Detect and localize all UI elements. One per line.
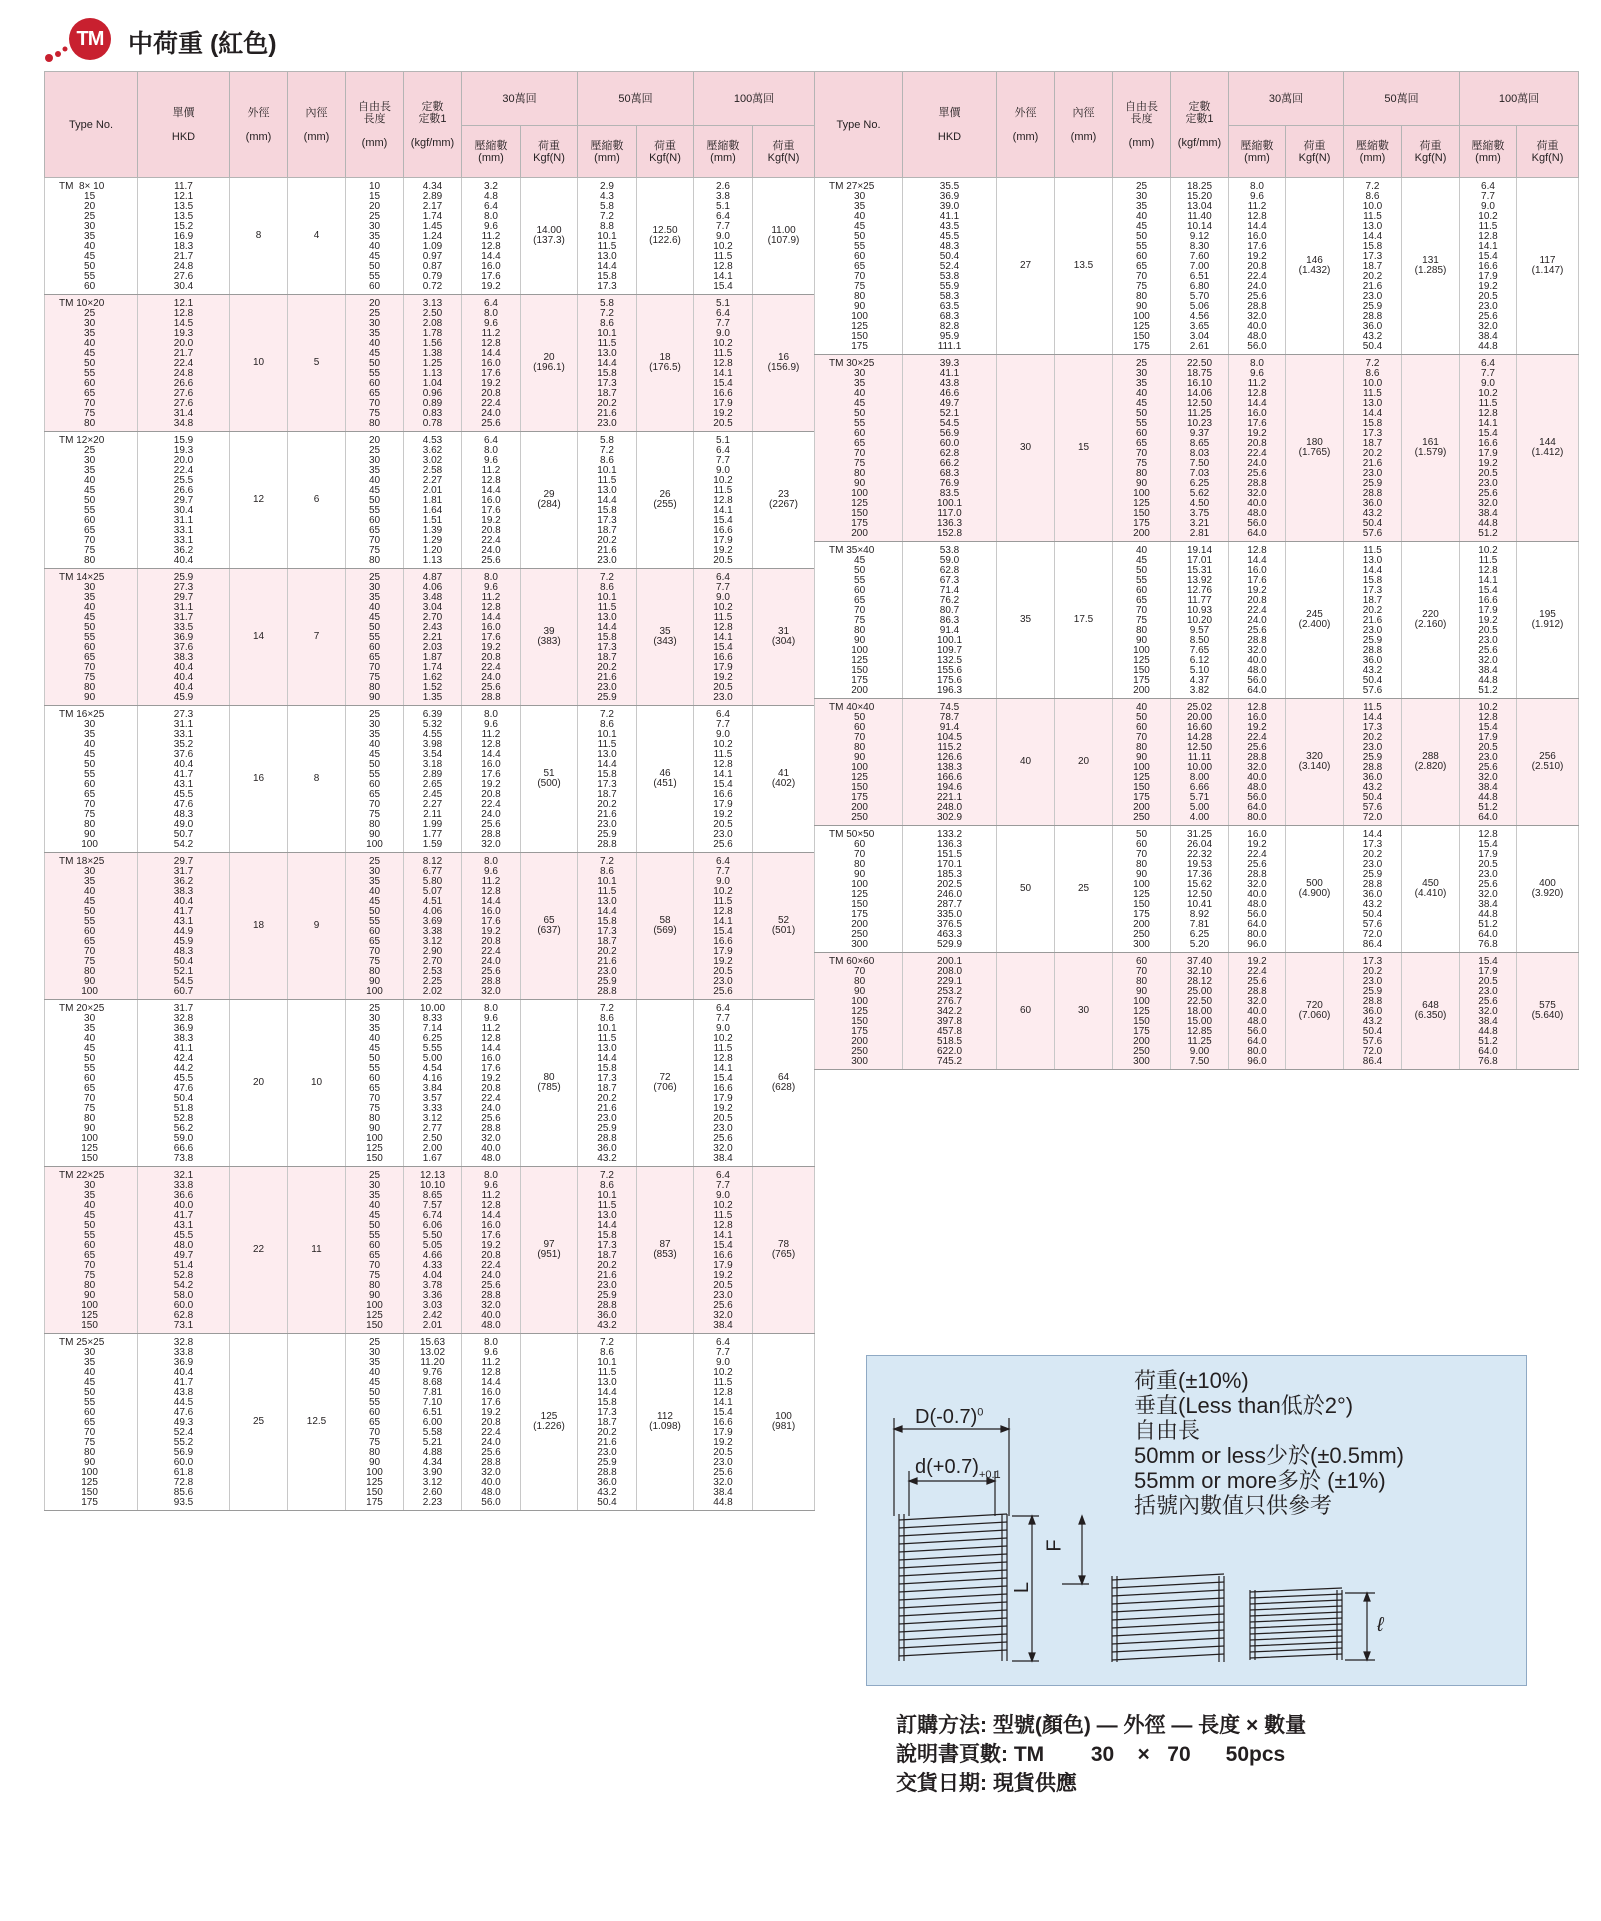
od-cell: 10 [230, 295, 288, 432]
compression-100-cell: 6.4 7.7 9.0 10.2 11.5 12.8 14.1 15.4 16.6 17.9 19.2 20.5 23.0 25.6 32.0 38.4 44.8 [1460, 178, 1517, 355]
id-cell: 8 [288, 706, 346, 853]
price-cell: 29.7 31.7 36.2 38.3 40.4 41.7 43.1 44.9 45.9 48.3 50.4 52.1 54.5 60.7 [138, 853, 230, 1000]
note-load-tolerance: 荷重(±10%) [1134, 1368, 1249, 1393]
load-50-cell: 58 (569) [637, 853, 694, 1000]
compression-50-cell: 14.4 17.3 20.2 23.0 25.9 28.8 36.0 43.2 50.4 57.6 72.0 86.4 [1344, 826, 1402, 953]
constant-cell: 6.39 5.32 4.55 3.98 3.54 3.18 2.89 2.65 2.45 2.27 2.11 1.99 1.77 1.59 [404, 706, 462, 853]
tm-logo-badge: TM [69, 18, 111, 60]
id-cell: 11 [288, 1167, 346, 1334]
order-info [896, 1711, 1306, 1798]
table-row [45, 432, 815, 569]
free-length-cell: 25 30 35 40 45 50 55 60 65 70 75 80 90 100 125 150 175 [346, 1334, 404, 1511]
free-length-cell: 50 60 70 80 90 100 125 150 175 200 250 300 [1113, 826, 1171, 953]
load-30-cell: 29 (284) [521, 432, 578, 569]
type-cell: TM 18×25 30 35 40 45 50 55 60 65 70 75 80 90 100 [45, 853, 138, 1000]
constant-cell: 25.02 20.00 16.60 14.28 12.50 11.11 10.00 8.00 6.66 5.71 5.00 4.00 [1171, 699, 1229, 826]
price-cell: 11.7 12.1 13.5 13.5 15.2 16.9 18.3 21.7 24.8 27.6 30.4 [138, 178, 230, 295]
type-cell: TM 16×25 30 35 40 45 50 55 60 65 70 75 80 90 100 [45, 706, 138, 853]
compression-30-cell: 6.4 8.0 9.6 11.2 12.8 14.4 16.0 17.6 19.2 20.8 22.4 24.0 25.6 [462, 295, 521, 432]
constant-cell: 10.00 8.33 7.14 6.25 5.55 5.00 4.54 4.16 3.84 3.57 3.33 3.12 2.77 2.50 2.00 1.67 [404, 1000, 462, 1167]
load-100-cell: 78 (765) [753, 1167, 815, 1334]
id-cell: 13.5 [1055, 178, 1113, 355]
load-100-cell: 31 (304) [753, 569, 815, 706]
id-cell: 17.5 [1055, 542, 1113, 699]
id-cell: 4 [288, 178, 346, 295]
price-cell: 53.8 59.0 62.8 67.3 71.4 76.2 80.7 86.3 91.4 100.1 109.7 132.5 155.6 175.6 196.3 [903, 542, 997, 699]
load-50-cell: 26 (255) [637, 432, 694, 569]
price-cell: 15.9 19.3 20.0 22.4 25.5 26.6 29.7 30.4 31.1 33.1 33.1 36.2 40.4 [138, 432, 230, 569]
decorative-dots [0, 0, 80, 70]
compression-100-cell: 6.4 7.7 9.0 10.2 11.5 12.8 14.1 15.4 16.6 17.9 19.2 20.5 23.0 25.6 [694, 706, 753, 853]
table-row [815, 178, 1579, 355]
load-30-cell: 500 (4.900) [1286, 826, 1344, 953]
compression-30-cell: 8.0 9.6 11.2 12.8 14.4 16.0 17.6 19.2 20.8 22.4 24.0 25.6 28.8 32.0 [462, 853, 521, 1000]
header-type-no: Type No. [45, 72, 138, 178]
compression-100-cell: 5.1 6.4 7.7 9.0 10.2 11.5 12.8 14.1 15.4 16.6 17.9 19.2 20.5 [694, 432, 753, 569]
compression-100-cell: 6.4 7.7 9.0 10.2 11.5 12.8 14.1 15.4 16.6 17.9 19.2 20.5 23.0 25.6 32.0 38.4 [694, 1000, 753, 1167]
type-cell: TM 60×60 70 80 90 100 125 150 175 200 250 300 [815, 953, 903, 1070]
table-row [815, 542, 1579, 699]
header-compression: 壓縮數 (mm) [694, 126, 753, 178]
header-free-length: 自由長 長度 (mm) [346, 72, 404, 178]
header-load: 荷重 Kgf(N) [1402, 126, 1460, 178]
free-length-cell: 20 25 30 35 40 45 50 55 60 65 70 75 80 [346, 295, 404, 432]
spec-table-left [44, 71, 815, 1511]
od-cell: 18 [230, 853, 288, 1000]
header-constant: 定數 定數1 (kgf/mm) [404, 72, 462, 178]
note-free-length-long: 55mm or more多於 (±1%) [1134, 1468, 1386, 1493]
price-cell: 35.5 36.9 39.0 41.1 43.5 45.5 48.3 50.4 52.4 53.8 55.9 58.3 63.5 68.3 82.8 95.9 111.1 [903, 178, 997, 355]
type-cell: TM 22×25 30 35 40 45 50 55 60 65 70 75 80 90 100 125 150 [45, 1167, 138, 1334]
compression-50-cell: 7.2 8.6 10.1 11.5 13.0 14.4 15.8 17.3 18.7 20.2 21.6 23.0 25.9 28.8 36.0 43.2 [578, 1000, 637, 1167]
header-load: 荷重 Kgf(N) [637, 126, 694, 178]
compression-100-cell: 12.8 15.4 17.9 20.5 23.0 25.6 32.0 38.4 44.8 51.2 64.0 76.8 [1460, 826, 1517, 953]
type-cell: TM 40×40 50 60 70 80 90 100 125 150 175 200 250 [815, 699, 903, 826]
price-cell: 32.1 33.8 36.6 40.0 41.7 43.1 45.5 48.0 49.7 51.4 52.8 54.2 58.0 60.0 62.8 73.1 [138, 1167, 230, 1334]
price-cell: 31.7 32.8 36.9 38.3 41.1 42.4 44.2 45.5 47.6 50.4 51.8 52.8 56.2 59.0 66.6 73.8 [138, 1000, 230, 1167]
type-cell: TM 27×25 30 35 40 45 50 55 60 65 70 75 80 90 100 125 150 175 [815, 178, 903, 355]
l-label: L [1011, 1581, 1034, 1594]
header-compression: 壓縮數 (mm) [1229, 126, 1286, 178]
od-cell: 35 [997, 542, 1055, 699]
load-30-cell: 39 (383) [521, 569, 578, 706]
spec-notes [1134, 1368, 1404, 1518]
constant-cell: 4.34 2.89 2.17 1.74 1.45 1.24 1.09 0.97 0.87 0.79 0.72 [404, 178, 462, 295]
header-price: 單價 HKD [903, 72, 997, 178]
compression-50-cell: 7.2 8.6 10.1 11.5 13.0 14.4 15.8 17.3 18.7 20.2 21.6 23.0 25.9 28.8 [578, 706, 637, 853]
note-free-length: 自由長 [1134, 1418, 1201, 1443]
price-cell: 12.1 12.8 14.5 19.3 20.0 21.7 22.4 24.8 26.6 27.6 27.6 31.4 34.8 [138, 295, 230, 432]
constant-cell: 12.13 10.10 8.65 7.57 6.74 6.06 5.50 5.05 4.66 4.33 4.04 3.78 3.36 3.03 2.42 2.01 [404, 1167, 462, 1334]
type-cell: TM 50×50 60 70 80 90 100 125 150 175 200 250 300 [815, 826, 903, 953]
table-row [815, 826, 1579, 953]
compression-50-cell: 7.2 8.6 10.0 11.5 13.0 14.4 15.8 17.3 18.7 20.2 21.6 23.0 25.9 28.8 36.0 43.2 50.4 [1344, 178, 1402, 355]
compression-100-cell: 2.6 3.8 5.1 6.4 7.7 9.0 10.2 11.5 12.8 14.1 15.4 [694, 178, 753, 295]
constant-cell: 3.13 2.50 2.08 1.78 1.56 1.38 1.25 1.13 1.04 0.96 0.89 0.83 0.78 [404, 295, 462, 432]
load-100-cell: 41 (402) [753, 706, 815, 853]
compression-30-cell: 16.0 19.2 22.4 25.6 28.8 32.0 40.0 48.0 56.0 64.0 80.0 96.0 [1229, 826, 1286, 953]
table-row [45, 178, 815, 295]
od-cell: 16 [230, 706, 288, 853]
header-load: 荷重 Kgf(N) [753, 126, 815, 178]
free-length-cell: 25 30 35 40 45 50 55 60 65 70 75 80 90 100 [346, 853, 404, 1000]
free-length-cell: 25 30 35 40 45 50 55 60 65 70 75 80 90 100 125 150 [346, 1000, 404, 1167]
table-row [45, 1334, 815, 1511]
ell-label: ℓ [1377, 1614, 1384, 1636]
price-cell: 74.5 78.7 91.4 104.5 115.2 126.6 138.3 166.6 194.6 221.1 248.0 302.9 [903, 699, 997, 826]
price-cell: 39.3 41.1 43.8 46.6 49.7 52.1 54.5 56.9 60.0 62.8 66.2 68.3 76.9 83.5 100.1 117.0 136.3 152.8 [903, 355, 997, 542]
compression-30-cell: 8.0 9.6 11.2 12.8 14.4 16.0 17.6 19.2 20.8 22.4 24.0 25.6 28.8 32.0 [462, 706, 521, 853]
load-100-cell: 64 (628) [753, 1000, 815, 1167]
header-compression: 壓縮數 (mm) [578, 126, 637, 178]
table-row [815, 699, 1579, 826]
type-cell: TM 25×25 30 35 40 45 50 55 60 65 70 75 80 90 100 125 150 175 [45, 1334, 138, 1511]
header-id: 內徑 (mm) [288, 72, 346, 178]
compression-30-cell: 6.4 8.0 9.6 11.2 12.8 14.4 16.0 17.6 19.2 20.8 22.4 24.0 25.6 [462, 432, 521, 569]
table-row [45, 853, 815, 1000]
compression-100-cell: 5.1 6.4 7.7 9.0 10.2 11.5 12.8 14.1 15.4 16.6 17.9 19.2 20.5 [694, 295, 753, 432]
constant-cell: 18.25 15.20 13.04 11.40 10.14 9.12 8.30 7.60 7.00 6.51 6.80 5.70 5.06 4.56 3.65 3.04 2.61 [1171, 178, 1229, 355]
load-50-cell: 131 (1.285) [1402, 178, 1460, 355]
table-row [815, 355, 1579, 542]
load-30-cell: 125 (1.226) [521, 1334, 578, 1511]
load-30-cell: 720 (7.060) [1286, 953, 1344, 1070]
header-50-cycles: 50萬回 [578, 72, 694, 126]
header-load: 荷重 Kgf(N) [1517, 126, 1579, 178]
load-100-cell: 144 (1.412) [1517, 355, 1579, 542]
order-example: 說明書頁數: TM 30 × 70 50pcs [896, 1743, 1286, 1766]
load-30-cell: 51 (500) [521, 706, 578, 853]
load-50-cell: 72 (706) [637, 1000, 694, 1167]
compression-30-cell: 8.0 9.6 11.2 12.8 14.4 16.0 17.6 19.2 20.8 22.4 24.0 25.6 28.8 32.0 40.0 48.0 [462, 1167, 521, 1334]
constant-cell: 22.50 18.75 16.10 14.06 12.50 11.25 10.23 9.37 8.65 8.03 7.50 7.03 6.25 5.62 4.50 3.75 3.21 2.81 [1171, 355, 1229, 542]
header-30-cycles: 30萬回 [1229, 72, 1344, 126]
od-cell: 40 [997, 699, 1055, 826]
compression-100-cell: 15.4 17.9 20.5 23.0 25.6 32.0 38.4 44.8 51.2 64.0 76.8 [1460, 953, 1517, 1070]
load-30-cell: 245 (2.400) [1286, 542, 1344, 699]
constant-cell: 37.40 32.10 28.12 25.00 22.50 18.00 15.00 12.85 11.25 9.00 7.50 [1171, 953, 1229, 1070]
header-price: 單價 HKD [138, 72, 230, 178]
compression-100-cell: 10.2 12.8 15.4 17.9 20.5 23.0 25.6 32.0 38.4 44.8 51.2 64.0 [1460, 699, 1517, 826]
compression-50-cell: 5.8 7.2 8.6 10.1 11.5 13.0 14.4 15.8 17.3 18.7 20.2 21.6 23.0 [578, 295, 637, 432]
compression-50-cell: 11.5 14.4 17.3 20.2 23.0 25.9 28.8 36.0 43.2 50.4 57.6 72.0 [1344, 699, 1402, 826]
header-type-no: Type No. [815, 72, 903, 178]
free-length-cell: 25 30 35 40 45 50 55 60 65 70 75 80 90 100 125 150 175 [1113, 178, 1171, 355]
header-compression: 壓縮數 (mm) [1344, 126, 1402, 178]
free-length-cell: 10 15 20 25 30 35 40 45 50 55 60 [346, 178, 404, 295]
load-50-cell: 648 (6.350) [1402, 953, 1460, 1070]
compression-100-cell: 6.4 7.7 9.0 10.2 11.5 12.8 14.1 15.4 16.6 17.9 19.2 20.5 23.0 25.6 32.0 38.4 [694, 1167, 753, 1334]
f-label: F [1043, 1539, 1066, 1552]
note-free-length-short: 50mm or less少於(±0.5mm) [1134, 1443, 1404, 1468]
free-length-cell: 40 45 50 55 60 65 70 75 80 90 100 125 150 175 200 [1113, 542, 1171, 699]
table-row [45, 295, 815, 432]
free-length-cell: 25 30 35 40 45 50 55 60 65 70 75 80 90 100 125 150 [346, 1167, 404, 1334]
load-50-cell: 112 (1.098) [637, 1334, 694, 1511]
table-row [815, 953, 1579, 1070]
free-length-cell: 60 70 80 90 100 125 150 175 200 250 300 [1113, 953, 1171, 1070]
header-compression: 壓縮數 (mm) [1460, 126, 1517, 178]
od-cell: 12 [230, 432, 288, 569]
load-50-cell: 18 (176.5) [637, 295, 694, 432]
price-cell: 200.1 208.0 229.1 253.2 276.7 342.2 397.8 457.8 518.5 622.0 745.2 [903, 953, 997, 1070]
compression-50-cell: 17.3 20.2 23.0 25.9 28.8 36.0 43.2 50.4 57.6 72.0 86.4 [1344, 953, 1402, 1070]
od-cell: 20 [230, 1000, 288, 1167]
note-reference: 括號內數值只供參考 [1134, 1493, 1333, 1518]
type-cell: TM 35×40 45 50 55 60 65 70 75 80 90 100 125 150 175 200 [815, 542, 903, 699]
price-cell: 133.2 136.3 151.5 170.1 185.3 202.5 246.0 287.7 335.0 376.5 463.3 529.9 [903, 826, 997, 953]
compression-100-cell: 6.4 7.7 9.0 10.2 11.5 12.8 14.1 15.4 16.6 17.9 19.2 20.5 23.0 [694, 569, 753, 706]
load-50-cell: 12.50 (122.6) [637, 178, 694, 295]
header-load: 荷重 Kgf(N) [1286, 126, 1344, 178]
id-cell: 6 [288, 432, 346, 569]
load-50-cell: 46 (451) [637, 706, 694, 853]
load-30-cell: 180 (1.765) [1286, 355, 1344, 542]
free-length-cell: 40 50 60 70 80 90 100 125 150 175 200 250 [1113, 699, 1171, 826]
od-cell: 60 [997, 953, 1055, 1070]
free-length-cell: 25 30 35 40 45 50 55 60 65 70 75 80 90 100 125 150 175 200 [1113, 355, 1171, 542]
compression-100-cell: 10.2 11.5 12.8 14.1 15.4 16.6 17.9 19.2 20.5 23.0 25.6 32.0 38.4 44.8 51.2 [1460, 542, 1517, 699]
id-cell: 7 [288, 569, 346, 706]
inner-diameter-label: $d(+0.7)_{+0.1}$ [915, 1456, 1001, 1481]
load-30-cell: 80 (785) [521, 1000, 578, 1167]
od-cell: 25 [230, 1334, 288, 1511]
table-row [45, 1167, 815, 1334]
constant-cell: 15.63 13.02 11.20 9.76 8.68 7.81 7.10 6.51 6.00 5.58 5.21 4.88 4.34 3.90 3.12 2.60 2.23 [404, 1334, 462, 1511]
compression-50-cell: 7.2 8.6 10.1 11.5 13.0 14.4 15.8 17.3 18.7 20.2 21.6 23.0 25.9 [578, 569, 637, 706]
compression-100-cell: 6.4 7.7 9.0 10.2 11.5 12.8 14.1 15.4 16.6 17.9 19.2 20.5 23.0 25.6 32.0 38.4 44.8 51.2 [1460, 355, 1517, 542]
compression-50-cell: 7.2 8.6 10.1 11.5 13.0 14.4 15.8 17.3 18.7 20.2 21.6 23.0 25.9 28.8 36.0 43.2 50.4 [578, 1334, 637, 1511]
compression-30-cell: 19.2 22.4 25.6 28.8 32.0 40.0 48.0 56.0 64.0 80.0 96.0 [1229, 953, 1286, 1070]
load-30-cell: 65 (637) [521, 853, 578, 1000]
od-cell: 14 [230, 569, 288, 706]
type-cell: TM 12×20 25 30 35 40 45 50 55 60 65 70 75 80 [45, 432, 138, 569]
table-row [45, 1000, 815, 1167]
note-perpendicular: 垂直(Less than低於2°) [1134, 1393, 1354, 1418]
load-50-cell: 161 (1.579) [1402, 355, 1460, 542]
compression-30-cell: 8.0 9.6 11.2 12.8 14.4 16.0 17.6 19.2 20.8 22.4 24.0 25.6 28.8 32.0 40.0 48.0 56.0 64.0 [1229, 355, 1286, 542]
load-30-cell: 20 (196.1) [521, 295, 578, 432]
load-50-cell: 450 (4.410) [1402, 826, 1460, 953]
load-30-cell: 97 (951) [521, 1167, 578, 1334]
price-cell: 27.3 31.1 33.1 35.2 37.6 40.4 41.7 43.1 45.5 47.6 48.3 49.0 50.7 54.2 [138, 706, 230, 853]
compression-30-cell: 8.0 9.6 11.2 12.8 14.4 16.0 17.6 19.2 20.8 22.4 24.0 25.6 28.8 32.0 40.0 48.0 56.0 [1229, 178, 1286, 355]
load-100-cell: 195 (1.912) [1517, 542, 1579, 699]
od-cell: 30 [997, 355, 1055, 542]
od-cell: 50 [997, 826, 1055, 953]
load-50-cell: 87 (853) [637, 1167, 694, 1334]
type-cell: TM 20×25 30 35 40 45 50 55 60 65 70 75 80 90 100 125 150 [45, 1000, 138, 1167]
load-100-cell: 23 (2267) [753, 432, 815, 569]
constant-cell: 4.53 3.62 3.02 2.58 2.27 2.01 1.81 1.64 1.51 1.39 1.29 1.20 1.13 [404, 432, 462, 569]
compression-50-cell: 5.8 7.2 8.6 10.1 11.5 13.0 14.4 15.8 17.3 18.7 20.2 21.6 23.0 [578, 432, 637, 569]
id-cell: 12.5 [288, 1334, 346, 1511]
id-cell: 9 [288, 853, 346, 1000]
header-od: 外徑 (mm) [230, 72, 288, 178]
header-30-cycles: 30萬回 [462, 72, 578, 126]
price-cell: 32.8 33.8 36.9 40.4 41.7 43.8 44.5 47.6 49.3 52.4 55.2 56.9 60.0 61.8 72.8 85.6 93.5 [138, 1334, 230, 1511]
compression-30-cell: 8.0 9.6 11.2 12.8 14.4 16.0 17.6 19.2 20.8 22.4 24.0 25.6 28.8 [462, 569, 521, 706]
table-row [45, 706, 815, 853]
id-cell: 15 [1055, 355, 1113, 542]
order-method: 訂購方法: 型號(顏色) — 外徑 — 長度 × 數量 [896, 1714, 1307, 1737]
price-cell: 25.9 27.3 29.7 31.1 31.7 33.5 36.9 37.6 38.3 40.4 40.4 40.4 45.9 [138, 569, 230, 706]
compression-30-cell: 8.0 9.6 11.2 12.8 14.4 16.0 17.6 19.2 20.8 22.4 24.0 25.6 28.8 32.0 40.0 48.0 56.0 [462, 1334, 521, 1511]
constant-cell: 19.14 17.01 15.31 13.92 12.76 11.77 10.93 10.20 9.57 8.50 7.65 6.12 5.10 4.37 3.82 [1171, 542, 1229, 699]
compression-50-cell: 11.5 13.0 14.4 15.8 17.3 18.7 20.2 21.6 23.0 25.9 28.8 36.0 43.2 50.4 57.6 [1344, 542, 1402, 699]
free-length-cell: 25 30 35 40 45 50 55 60 65 70 75 80 90 100 [346, 706, 404, 853]
load-100-cell: 400 (3.920) [1517, 826, 1579, 953]
type-cell: TM 10×20 25 30 35 40 45 50 55 60 65 70 75 80 [45, 295, 138, 432]
compression-50-cell: 2.9 4.3 5.8 7.2 8.8 10.1 11.5 13.0 14.4 15.8 17.3 [578, 178, 637, 295]
load-100-cell: 117 (1.147) [1517, 178, 1579, 355]
table-row [45, 569, 815, 706]
page-title: 中荷重 (紅色) [128, 30, 277, 58]
header-free-length: 自由長 長度 (mm) [1113, 72, 1171, 178]
compression-50-cell: 7.2 8.6 10.1 11.5 13.0 14.4 15.8 17.3 18.7 20.2 21.6 23.0 25.9 28.8 [578, 853, 637, 1000]
free-length-cell: 20 25 30 35 40 45 50 55 60 65 70 75 80 [346, 432, 404, 569]
header-constant: 定數 定數1 (kgf/mm) [1171, 72, 1229, 178]
delivery-info: 交貨日期: 現貨供應 [896, 1772, 1077, 1795]
compression-30-cell: 12.8 14.4 16.0 17.6 19.2 20.8 22.4 24.0 25.6 28.8 32.0 40.0 48.0 56.0 64.0 [1229, 542, 1286, 699]
constant-cell: 31.25 26.04 22.32 19.53 17.36 15.62 12.50 10.41 8.92 7.81 6.25 5.20 [1171, 826, 1229, 953]
type-cell: TM 14×25 30 35 40 45 50 55 60 65 70 75 80 90 [45, 569, 138, 706]
compression-50-cell: 7.2 8.6 10.0 11.5 13.0 14.4 15.8 17.3 18.7 20.2 21.6 23.0 25.9 28.8 36.0 43.2 50.4 57.6 [1344, 355, 1402, 542]
constant-cell: 8.12 6.77 5.80 5.07 4.51 4.06 3.69 3.38 3.12 2.90 2.70 2.53 2.25 2.02 [404, 853, 462, 1000]
compression-30-cell: 3.2 4.8 6.4 8.0 9.6 11.2 12.8 14.4 16.0 17.6 19.2 [462, 178, 521, 295]
type-cell: TM 30×25 30 35 40 45 50 55 60 65 70 75 80 90 100 125 150 175 200 [815, 355, 903, 542]
load-100-cell: 256 (2.510) [1517, 699, 1579, 826]
compression-100-cell: 6.4 7.7 9.0 10.2 11.5 12.8 14.1 15.4 16.6 17.9 19.2 20.5 23.0 25.6 [694, 853, 753, 1000]
header-id: 內徑 (mm) [1055, 72, 1113, 178]
compression-50-cell: 7.2 8.6 10.1 11.5 13.0 14.4 15.8 17.3 18.7 20.2 21.6 23.0 25.9 28.8 36.0 43.2 [578, 1167, 637, 1334]
free-length-cell: 25 30 35 40 45 50 55 60 65 70 75 80 90 [346, 569, 404, 706]
id-cell: 10 [288, 1000, 346, 1167]
header-compression: 壓縮數 (mm) [462, 126, 521, 178]
spec-table-right [814, 71, 1579, 1070]
load-30-cell: 146 (1.432) [1286, 178, 1344, 355]
outer-diameter-label: $D(-0.7)^0$ [915, 1406, 984, 1428]
od-cell: 27 [997, 178, 1055, 355]
load-100-cell: 100 (981) [753, 1334, 815, 1511]
load-100-cell: 11.00 (107.9) [753, 178, 815, 295]
id-cell: 25 [1055, 826, 1113, 953]
header-load: 荷重 Kgf(N) [521, 126, 578, 178]
load-50-cell: 220 (2.160) [1402, 542, 1460, 699]
id-cell: 20 [1055, 699, 1113, 826]
header-od: 外徑 (mm) [997, 72, 1055, 178]
header-100-cycles: 100萬回 [694, 72, 815, 126]
compression-30-cell: 8.0 9.6 11.2 12.8 14.4 16.0 17.6 19.2 20.8 22.4 24.0 25.6 28.8 32.0 40.0 48.0 [462, 1000, 521, 1167]
id-cell: 5 [288, 295, 346, 432]
load-100-cell: 575 (5.640) [1517, 953, 1579, 1070]
od-cell: 8 [230, 178, 288, 295]
header-100-cycles: 100萬回 [1460, 72, 1579, 126]
header-50-cycles: 50萬回 [1344, 72, 1460, 126]
load-50-cell: 288 (2.820) [1402, 699, 1460, 826]
load-100-cell: 52 (501) [753, 853, 815, 1000]
id-cell: 30 [1055, 953, 1113, 1070]
od-cell: 22 [230, 1167, 288, 1334]
load-30-cell: 14.00 (137.3) [521, 178, 578, 295]
load-50-cell: 35 (343) [637, 569, 694, 706]
load-100-cell: 16 (156.9) [753, 295, 815, 432]
constant-cell: 4.87 4.06 3.48 3.04 2.70 2.43 2.21 2.03 1.87 1.74 1.62 1.52 1.35 [404, 569, 462, 706]
load-30-cell: 320 (3.140) [1286, 699, 1344, 826]
compression-100-cell: 6.4 7.7 9.0 10.2 11.5 12.8 14.1 15.4 16.6 17.9 19.2 20.5 23.0 25.6 32.0 38.4 44.8 [694, 1334, 753, 1511]
compression-30-cell: 12.8 16.0 19.2 22.4 25.6 28.8 32.0 40.0 48.0 56.0 64.0 80.0 [1229, 699, 1286, 826]
type-cell: TM 8× 10 15 20 25 30 35 40 45 50 55 60 [45, 178, 138, 295]
